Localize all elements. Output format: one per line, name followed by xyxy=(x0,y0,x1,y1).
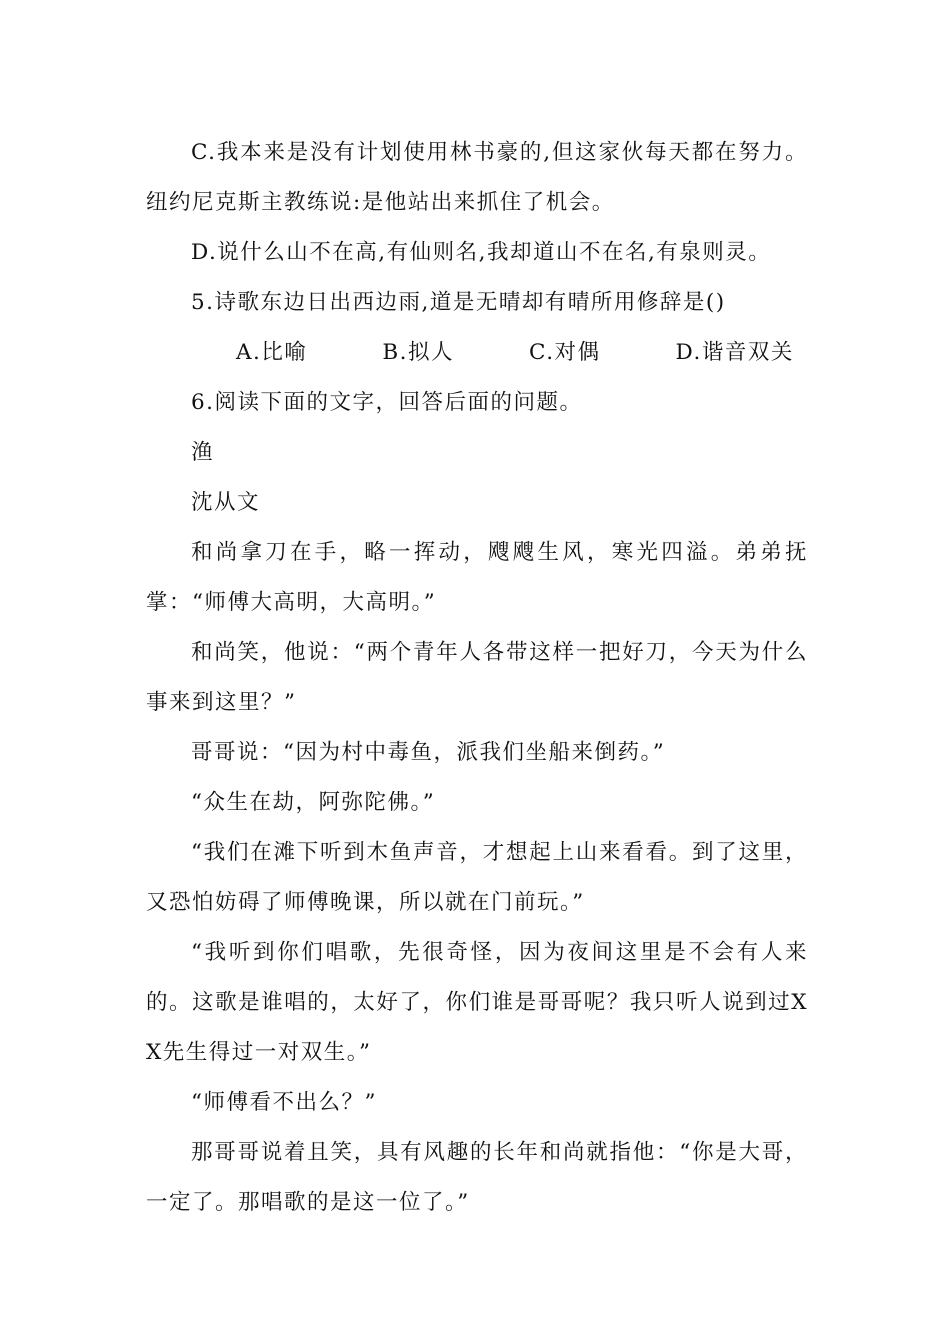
option-c-paragraph: C.我本来是没有计划使用林书豪的,但这家伙每天都在努力。纽约尼克斯主教练说:是他站出来抓住了机会。 xyxy=(146,140,808,215)
option-d-paragraph: D.说什么山不在高,有仙则名,我却道山不在名,有泉则灵。 xyxy=(191,240,772,265)
story-author: 沈从文 xyxy=(191,490,261,515)
story-title: 渔 xyxy=(191,440,215,465)
story-paragraph: 和尚笑，他说：“两个青年人各带这样一把好刀，今天为什么事来到这里？” xyxy=(146,640,808,715)
story-paragraph: “我听到你们唱歌，先很奇怪，因为夜间这里是不会有人来的。这歌是谁唱的，太好了，你们谁是哥哥呢？我只听人说到过XX先生得过一对双生。” xyxy=(146,940,808,1065)
option-a: A.比喻 xyxy=(236,340,308,365)
question-5-options xyxy=(146,328,808,378)
story-paragraph: 和尚拿刀在手，略一挥动，飕飕生风，寒光四溢。弟弟抚掌：“师傅大高明，大高明。” xyxy=(146,540,808,615)
option-b: B.拟人 xyxy=(382,340,455,365)
story-paragraph: 那哥哥说着且笑，具有风趣的长年和尚就指他：“你是大哥，一定了。那唱歌的是这一位了。” xyxy=(146,1140,808,1215)
option-d: D.谐音双关 xyxy=(675,340,794,365)
document-body xyxy=(146,128,808,1228)
story-paragraph: 哥哥说：“因为村中毒鱼，派我们坐船来倒药。” xyxy=(191,740,666,765)
story-paragraph: “师傅看不出么？” xyxy=(191,1090,377,1115)
story-paragraph: “众生在劫，阿弥陀佛。” xyxy=(191,790,436,815)
option-c: C.对偶 xyxy=(529,340,601,365)
story-paragraph: “我们在滩下听到木鱼声音，才想起上山来看看。到了这里，又恐怕妨碍了师傅晚课，所以就在门前玩。” xyxy=(146,840,808,915)
question-6: 6.阅读下面的文字，回答后面的问题。 xyxy=(191,390,583,415)
question-5: 5.诗歌东边日出西边雨,道是无晴却有晴所用修辞是() xyxy=(191,290,726,315)
